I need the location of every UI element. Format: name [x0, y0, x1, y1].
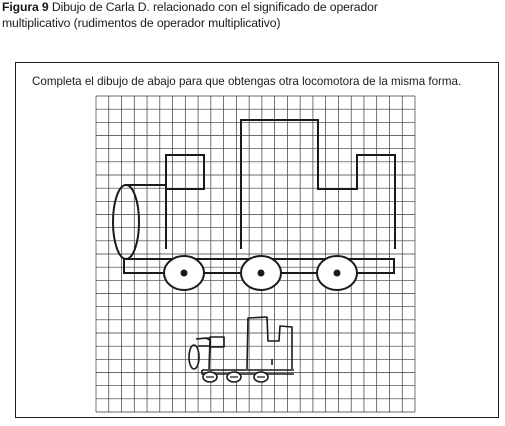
large-locomotive [113, 120, 395, 290]
locomotive-drawing [16, 63, 500, 419]
small-cab-window [210, 337, 224, 347]
figure-label: Figura 9 [2, 0, 49, 14]
cab-and-tender-outline [241, 120, 395, 249]
wheel-3-axle [335, 271, 340, 276]
boiler-front [113, 185, 139, 259]
small-cab-outline [247, 317, 292, 369]
figure-frame [15, 62, 499, 418]
graph-paper-grid [96, 96, 415, 412]
small-boiler-front [189, 345, 199, 369]
figure-caption [2, 0, 502, 31]
wheel-2-axle [259, 271, 264, 276]
caption-text-line1: Dibujo de Carla D. relacionado con el significado de operador [51, 0, 378, 14]
instruction-text: Completa el dibujo de abajo para que obtengas otra locomotora de la misma forma. [32, 75, 462, 88]
wheel-1-axle [182, 271, 187, 276]
caption-text-line2: multiplicativo (rudimentos de operador multiplicativo) [2, 15, 281, 30]
